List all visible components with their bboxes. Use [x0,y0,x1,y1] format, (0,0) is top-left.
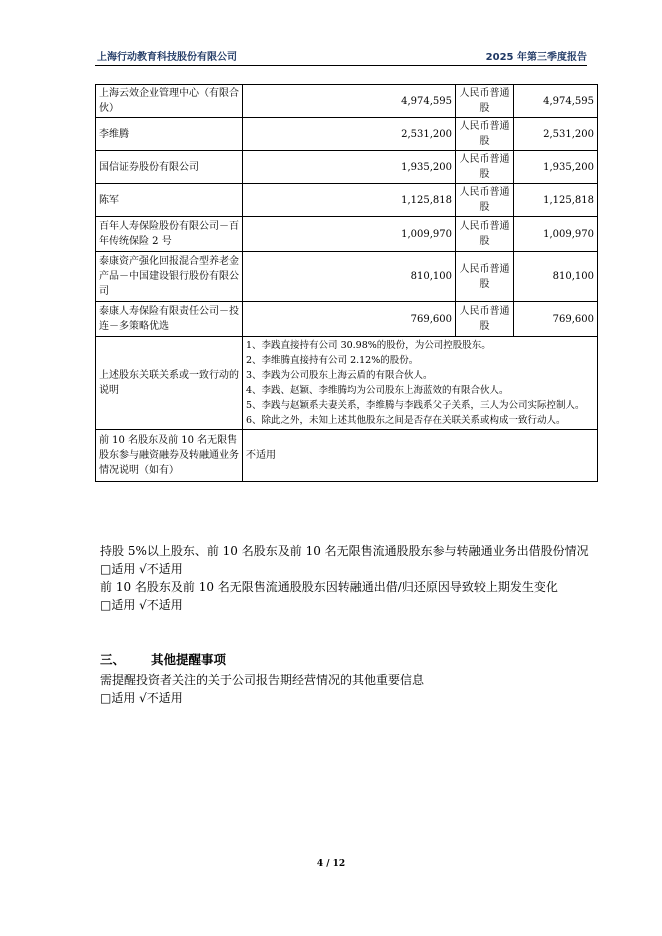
share-class: 人民币普通股 [456,302,514,337]
holder-name: 泰康人寿保险有限责任公司－投连－多策略优选 [96,302,243,337]
share-class: 人民币普通股 [456,151,514,184]
holder-qty: 1,009,970 [243,217,456,252]
holder-qty: 1,935,200 [243,151,456,184]
table-row [96,184,598,217]
share-class: 人民币普通股 [456,118,514,151]
table-row [96,252,598,302]
section-number: 三、 [100,652,126,667]
margin-row [96,430,598,482]
checkbox-line: □适用 √不适用 [100,598,183,612]
relation-row [96,337,598,430]
relation-item: 3、李践为公司股东上海云盾的有限合伙人。 [246,370,433,381]
holder-qty: 2,531,200 [243,118,456,151]
table-row [96,118,598,151]
holder-name: 李维腾 [96,118,243,151]
relation-item: 4、李践、赵颖、李维腾均为公司股东上海蓝效的有限合伙人。 [246,385,509,396]
margin-value: 不适用 [243,430,598,482]
report-title: 2025 年第三季度报告 [485,52,587,63]
shareholder-table [95,84,598,482]
share-qty: 1,935,200 [514,151,598,184]
relation-item: 1、李践直接持有公司 30.98%的股份，为公司控股股东。 [246,340,491,351]
share-qty: 2,531,200 [514,118,598,151]
paragraph: 持股 5%以上股东、前 10 名股东及前 10 名无限售流通股股东参与转融通业务出借股份情况 [100,544,589,558]
relation-label: 上述股东关联关系或一致行动的说明 [96,337,243,430]
reminder-block [100,671,595,707]
table-row [96,85,598,118]
paragraph: 前 10 名股东及前 10 名无限售流通股股东因转融通出借/归还原因导致较上期发生变化 [100,580,558,594]
holder-name: 泰康资产强化回报混合型养老金产品－中国建设银行股份有限公司 [96,252,243,302]
holder-qty: 810,100 [243,252,456,302]
holder-qty: 1,125,818 [243,184,456,217]
lending-block [100,542,595,614]
checkbox-line: □适用 √不适用 [100,691,183,705]
page-header [95,48,587,66]
section-heading [100,650,226,668]
holder-name: 国信证券股份有限公司 [96,151,243,184]
relation-item: 6、除此之外，未知上述其他股东之间是否存在关联关系或构成一致行动人。 [246,415,566,426]
share-qty: 4,974,595 [514,85,598,118]
margin-label: 前 10 名股东及前 10 名无限售股东参与融资融券及转融通业务情况说明（如有） [96,430,243,482]
share-class: 人民币普通股 [456,85,514,118]
holder-name: 百年人寿保险股份有限公司－百年传统保险 2 号 [96,217,243,252]
holder-name: 上海云效企业管理中心（有限合伙） [96,85,243,118]
holder-qty: 4,974,595 [243,85,456,118]
table-row [96,217,598,252]
table-row [96,151,598,184]
share-qty: 810,100 [514,252,598,302]
checkbox-line: □适用 √不适用 [100,562,183,576]
share-class: 人民币普通股 [456,252,514,302]
relation-item: 5、李践与赵颖系夫妻关系，李维腾与李践系父子关系，三人为公司实际控制人。 [246,400,585,411]
page-number: 4 / 12 [316,859,346,869]
relation-item: 2、李维腾直接持有公司 2.12%的股份。 [246,355,419,366]
table-row [96,302,598,337]
company-name: 上海行动教育科技股份有限公司 [97,52,237,63]
share-qty: 1,125,818 [514,184,598,217]
paragraph: 需提醒投资者关注的关于公司报告期经营情况的其他重要信息 [100,673,425,687]
section-title: 其他提醒事项 [151,652,227,667]
share-qty: 769,600 [514,302,598,337]
holder-name: 陈军 [96,184,243,217]
share-qty: 1,009,970 [514,217,598,252]
relation-notes [243,337,598,430]
share-class: 人民币普通股 [456,184,514,217]
share-class: 人民币普通股 [456,217,514,252]
holder-qty: 769,600 [243,302,456,337]
